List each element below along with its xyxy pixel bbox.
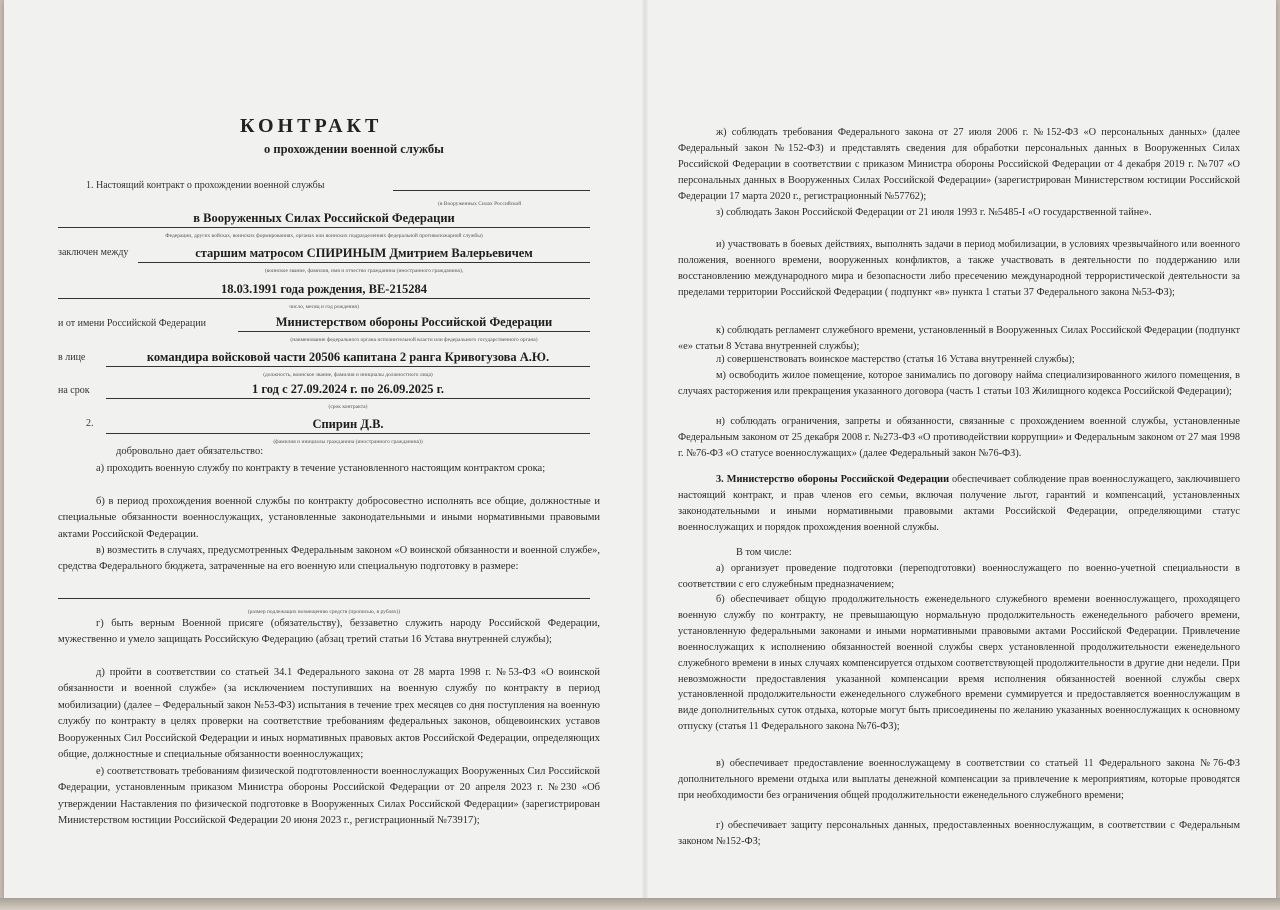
behalf-label: и от имени Российской Федерации bbox=[58, 318, 206, 329]
right-3-item-b-text: б) обеспечивает общую продолжительность еженедельного служебного времени военнослужащего, проходящего военную службу по контракту, не превышающую нормальную продолжительность еженедельного рабочего времени, установленную федеральными законами и иными нормативными правовыми актами Российской Федерации. Привлечение военнослужащих к исполнению обязанностей военной службы сверх установленной продолжительности еженедельного служебного времени в иных случаях компенсируется отдыхом соответствующей продолжительности в другие дни недели. При невозможности предоставления указанной компенсации время исполнения обязанностей военной службы сверх установленной продолжительности еженедельного служебного времени суммируется и предоставляется военнослужащим в виде дополнительных суток отдыха, которые могут быть присоединены по желанию указанных военнослужащих к основному отпуску (статья 11 Федерального закона №76-ФЗ); bbox=[678, 594, 1240, 733]
left-item-g bbox=[58, 616, 600, 649]
right-item-z bbox=[678, 205, 1240, 221]
right-3-item-v-text: в) обеспечивает предоставление военнослужащему в соответствии со статьей 11 Федерального закона №76-ФЗ дополнительного времени отдыха или выплаты денежной компенсации за привлечение к мероприятиям, которые проводятся при необходимости без ограничения общей продолжительности еженедельного служебного времени; bbox=[678, 758, 1240, 801]
person-label: в лице bbox=[58, 352, 86, 363]
contract-title: КОНТРАКТ bbox=[240, 115, 383, 137]
left-item-e-text: е) соответствовать требованиям физической подготовленности военнослужащих Вооруженных Сил Российской Федерации, установленным приказом Министра обороны Российской Федерации от 20 апреля 2023 г. №230 «Об утверждении Наставления по физической подготовке в Вооруженных Силах Российской Федерации» (зарегистрирован Министерством юстиции Российской Федерации 20 июня 2023 г., регистрационный №73917); bbox=[58, 766, 600, 827]
right-item-zh-text: ж) соблюдать требования Федерального закона от 27 июля 2006 г. №152-ФЗ «О персональных данных» (далее Федеральный закон №152-ФЗ) и представлять сведения для обработки персональных данных в Вооруженных Силах Российской Федерации в соответствии с приказом Министра обороны Российской Федерации от 4 декабря 2019 г. №707 «О персональных данных в Вооруженных Силах Российской Федерации» (зарегистрирован Министерством юстиции Российской Федерации 17 марта 2020 г., регистрационный №57762); bbox=[678, 127, 1240, 202]
term-field: 1 год с 27.09.2024 г. по 26.09.2025 г. bbox=[106, 381, 590, 399]
signer-hint: (фамилия и инициалы гражданина (иностранного гражданина)) bbox=[273, 439, 423, 445]
left-item-a-text: а) проходить военную службу по контракту в течение установленного настоящим контрактом срока; bbox=[96, 463, 546, 474]
obligation-intro: добровольно дает обязательство: bbox=[116, 446, 264, 457]
reimbursement-line bbox=[58, 598, 590, 599]
right-item-n bbox=[678, 414, 1240, 462]
serviceman-hint: (воинское звание, фамилия, имя и отчество гражданина (иностранного гражданина), bbox=[264, 268, 464, 274]
right-item-k-text: к) соблюдать регламент служебного времени, установленный в Вооруженных Силах Российской Федерации (подпункт «е» статьи 8 Устава внутренней службы); bbox=[678, 325, 1240, 352]
left-item-b-text: б) в период прохождения военной службы по контракту добросовестно исполнять все общие, должностные и специальные обязанности военнослужащих, установленные законодательными и иными нормативными правовыми актами Российской Федерации. bbox=[58, 496, 600, 540]
item1-line bbox=[393, 190, 590, 191]
signer-field: Спирин Д.В. bbox=[106, 416, 590, 434]
item1-hint: (в Вооруженных Силах Российской bbox=[438, 201, 522, 207]
right-item-i-text: и) участвовать в боевых действиях, выполнять задачи в период мобилизации, в условиях чрезвычайного или военного положения, военного времени, вооруженных конфликтов, а также участвовать в деятельности по поддержанию или восстановлению международного мира и безопасности либо пресечению международной террористической деятельности за пределами территории Российской Федерации ( подпункт «в» пункта 1 статьи 37 Федерального закона №53-ФЗ); bbox=[678, 239, 1240, 298]
right-item-n-text: н) соблюдать ограничения, запреты и обязанности, связанные с прохождением военной службы, установленные Федеральным законом от 25 декабря 2008 г. №273-ФЗ «О противодействии коррупции» и Федеральным законом от 27 мая 1998 г. №76-ФЗ «О статусе военнослужащих» (далее Федеральный закон №76-ФЗ). bbox=[678, 416, 1240, 459]
commander-hint: (должность, воинское звание, фамилия и инициалы должностного лица) bbox=[263, 372, 433, 378]
left-item-e bbox=[58, 764, 600, 830]
right-item-l-text: л) совершенствовать воинское мастерство (статья 16 Устава внутренней службы); bbox=[716, 354, 1075, 365]
right-item-m-text: м) освободить жилое помещение, которое занимались по договору найма специализированного жилого помещения, в случаях расторжения или прекращения указанного договора (часть 1 статьи 103 Жилищного кодекса Российской Федерации); bbox=[678, 370, 1240, 397]
birth-hint: число, месяц и год рождения) bbox=[289, 304, 359, 310]
right-3-item-b bbox=[678, 592, 1240, 735]
left-item-a bbox=[58, 461, 600, 477]
right-item-l bbox=[678, 352, 1240, 368]
birth-field: 18.03.1991 года рождения, ВЕ-215284 bbox=[58, 281, 590, 299]
term-label: на срок bbox=[58, 385, 90, 396]
right-3-item-a bbox=[678, 561, 1240, 593]
right-3-item-v bbox=[678, 756, 1240, 804]
armed-forces-field: в Вооруженных Силах Российской Федерации bbox=[58, 210, 590, 228]
right-item-m bbox=[678, 368, 1240, 400]
table-surface bbox=[0, 898, 1280, 910]
right-item-i bbox=[678, 237, 1240, 301]
right-item-k bbox=[678, 323, 1240, 355]
clause-3-lead: 3. Министерство обороны Российской Федерации bbox=[716, 474, 949, 485]
reimbursement-hint: (размер подлежащих возмещению средств (прописью, в рублях)) bbox=[247, 609, 401, 615]
left-item-g-text: г) быть верным Военной присяге (обязательству), беззаветно служить народу Российской Федерации, мужественно и умело защищать Российскую Федерацию (абзац третий статьи 16 Устава внутренней службы); bbox=[58, 618, 600, 646]
left-item-d-text: д) пройти в соответствии со статьей 34.1 Федерального закона от 28 марта 1998 г. №53-ФЗ «О воинской обязанности и военной службе» (за исключением поступивших на военную службу по контракту в период мобилизации) (далее – Федеральный закон №53-ФЗ) испытания в течение трех месяцев со дня поступления на военную службу по контракту в целях проверки на соответствие требованиям федеральных законов, общевоинских уставов Вооруженных Сил Российской Федерации и иных нормативных правовых актов Российской Федерации, определяющих общие, должностные и специальные обязанности военнослужащих; bbox=[58, 667, 600, 761]
right-3-item-g-text: г) обеспечивает защиту персональных данных, предоставленных военнослужащим, в соответствии с Федеральным законом №152-ФЗ; bbox=[678, 820, 1240, 847]
right-item-zh bbox=[678, 125, 1240, 205]
armed-forces-hint: Федерации, других войсках, воинских формированиях, органах или воинских подразделениях федеральной противопожарной службы) bbox=[165, 233, 483, 239]
concluded-label: заключен между bbox=[58, 247, 129, 258]
term-hint: (срок контракта) bbox=[328, 404, 368, 410]
item1-text: 1. Настоящий контракт о прохождении военной службы bbox=[86, 180, 325, 191]
item2-number: 2. bbox=[86, 418, 94, 429]
clause-3 bbox=[678, 472, 1240, 536]
contract-subtitle: о прохождении военной службы bbox=[264, 142, 444, 156]
left-item-v bbox=[58, 543, 600, 576]
including-label: В том числе: bbox=[736, 547, 792, 558]
right-3-item-a-text: а) организует проведение подготовки (переподготовки) военнослужащего по военно-учетной специальности в соответствии с его служебным предназначением; bbox=[678, 563, 1240, 590]
page-fold bbox=[642, 0, 648, 900]
left-item-d bbox=[58, 665, 600, 763]
clause-3-text: обеспечивает соблюдение прав военнослужащего, заключившего настоящий контракт, и прав членов его семьи, включая получение льгот, гарантий и компенсаций, установленных законодательными и иными нормативными правовыми актами Российской Федерации, определяющими статус военнослужащих и порядок прохождения военной службы. bbox=[678, 474, 1240, 533]
ministry-field: Министерством обороны Российской Федерации bbox=[238, 314, 590, 332]
serviceman-field: старшим матросом СПИРИНЫМ Дмитрием Валерьевичем bbox=[138, 245, 590, 263]
right-item-z-text: з) соблюдать Закон Российской Федерации от 21 июля 1993 г. №5485-I «О государственной тайне». bbox=[716, 207, 1152, 218]
ministry-hint: (наименование федерального органа исполнительной власти или федерального государственного органа) bbox=[290, 337, 538, 343]
right-3-item-g bbox=[678, 818, 1240, 850]
left-item-v-text: в) возместить в случаях, предусмотренных Федеральным законом «О воинской обязанности и военной службе», средства Федерального бюджета, затраченные на его военную или специальную подготовку в размере: bbox=[58, 545, 600, 573]
left-item-b bbox=[58, 494, 600, 543]
commander-field: командира войсковой части 20506 капитана 2 ранга Кривогузова А.Ю. bbox=[106, 349, 590, 367]
